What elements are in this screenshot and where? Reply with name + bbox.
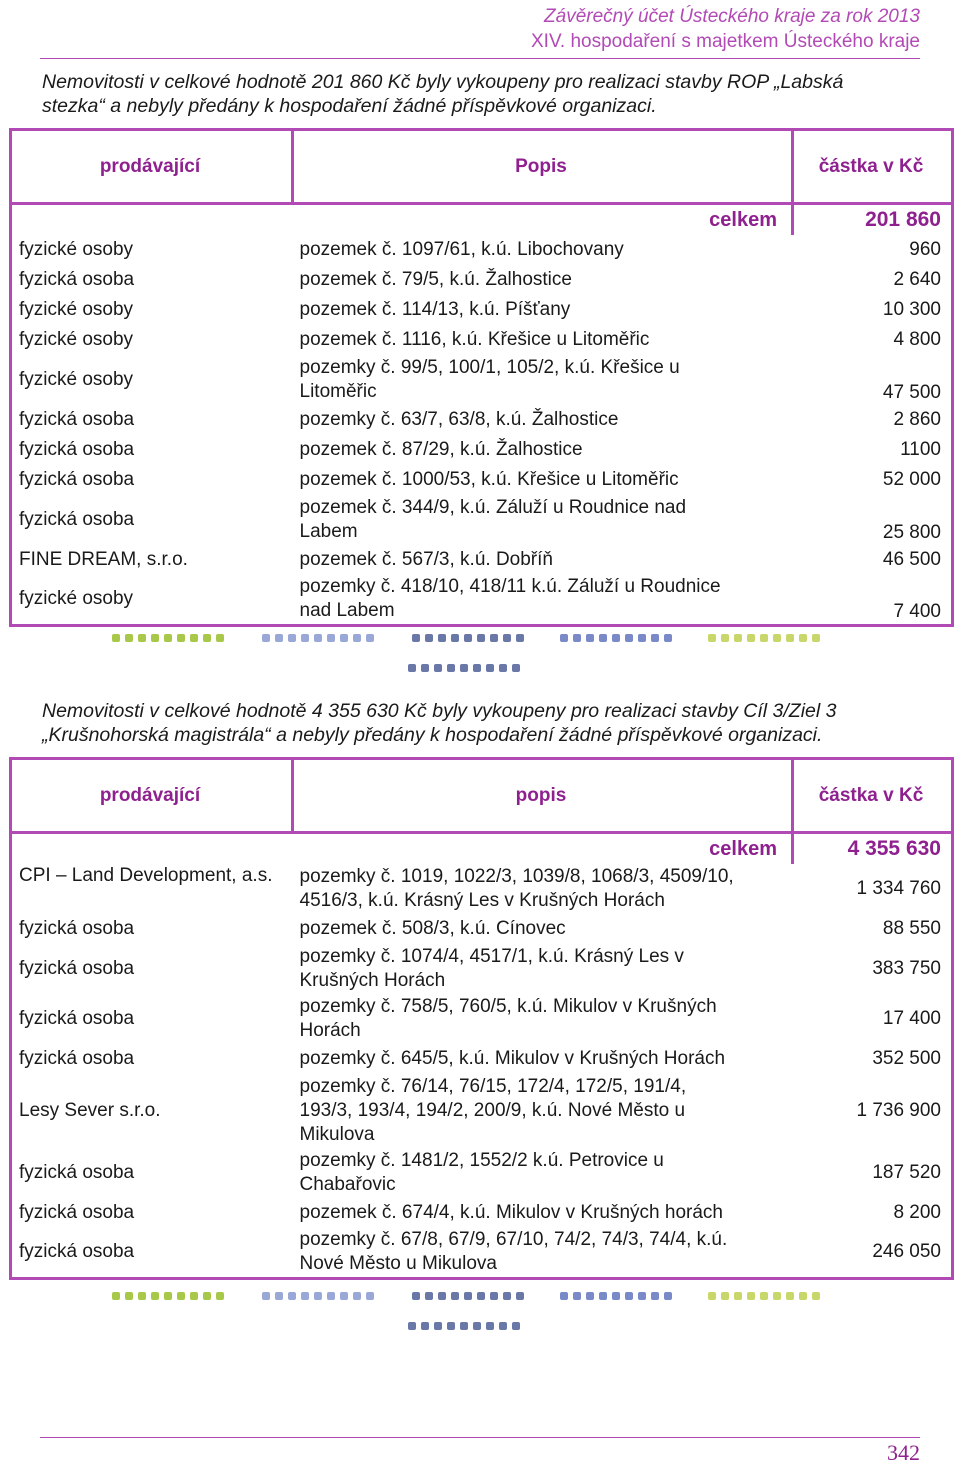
- divider-dot: [560, 634, 568, 642]
- table-row: [11, 495, 953, 545]
- description-line: pozemek č. 344/9, k.ú. Záluží u Roudnice nad: [299, 497, 687, 518]
- divider-dot: [447, 664, 455, 672]
- table-row: [11, 545, 953, 575]
- description-cell: [293, 1148, 793, 1198]
- divider-dot: [734, 1292, 742, 1300]
- amount-cell: 246 050: [872, 1241, 941, 1263]
- total-label: celkem: [709, 838, 777, 860]
- table-body: [11, 235, 953, 625]
- description-cell: [293, 864, 793, 914]
- table-row: [11, 1198, 953, 1228]
- description-line: pozemek č. 1097/61, k.ú. Libochovany: [299, 239, 624, 260]
- description-line: pozemky č. 645/5, k.ú. Mikulov v Krušných Horách: [299, 1048, 726, 1069]
- description-line: Nové Město u Mikulova: [299, 1253, 497, 1275]
- table-row: [11, 1148, 953, 1198]
- divider-dot: [366, 1292, 374, 1300]
- divider-dot: [125, 634, 133, 642]
- description-line: pozemek č. 114/13, k.ú. Píšťany: [299, 299, 571, 320]
- divider-dot: [499, 1322, 507, 1330]
- table-row: [11, 325, 953, 355]
- divider-dot: [327, 1292, 335, 1300]
- divider-dot: [786, 1292, 794, 1300]
- divider-dot: [625, 634, 633, 642]
- description-cell: [293, 944, 793, 994]
- divider-dot: [262, 1292, 270, 1300]
- description-cell: [293, 295, 793, 325]
- seller-cell: fyzická osoba: [19, 1162, 135, 1183]
- table-row: [11, 944, 953, 994]
- description-line: Chabařovic: [299, 1174, 396, 1195]
- divider-dot: [490, 1292, 498, 1300]
- header-amount: částka v Kč: [793, 759, 953, 833]
- divider-dot: [425, 1292, 433, 1300]
- seller-cell: fyzické osoby: [19, 299, 134, 320]
- description-cell: [293, 325, 793, 355]
- total-row: [11, 833, 953, 865]
- seller-cell: fyzické osoby: [19, 588, 134, 610]
- divider-dot: [721, 1292, 729, 1300]
- seller-cell: fyzická osoba: [19, 1008, 135, 1029]
- divider-dot: [638, 1292, 646, 1300]
- description-cell: [293, 1044, 793, 1074]
- divider-dot: [301, 1292, 309, 1300]
- amount-cell: 352 500: [872, 1048, 941, 1069]
- divider-dot: [516, 1292, 524, 1300]
- divider-dot: [216, 1292, 224, 1300]
- header-description: popis: [293, 759, 793, 833]
- divider-dot: [773, 1292, 781, 1300]
- table-row: [11, 295, 953, 325]
- description-cell: [293, 1198, 793, 1228]
- seller-cell: fyzická osoba: [19, 958, 135, 979]
- divider-dot: [490, 634, 498, 642]
- divider-dot: [651, 634, 659, 642]
- header-description: Popis: [293, 130, 793, 204]
- purchase-table-rop: [9, 128, 954, 627]
- amount-cell: 88 550: [882, 918, 941, 939]
- amount-cell: 2 860: [893, 409, 941, 430]
- seller-cell: fyzická osoba: [19, 1202, 135, 1223]
- divider-dot: [112, 1292, 120, 1300]
- purchase-table-ziel3: [9, 757, 954, 1280]
- table-row: [11, 465, 953, 495]
- description-cell: [293, 495, 793, 545]
- description-cell: [293, 435, 793, 465]
- divider-dot: [164, 634, 172, 642]
- header-amount: částka v Kč: [793, 130, 953, 204]
- divider-dot: [477, 634, 485, 642]
- divider-dot: [773, 634, 781, 642]
- divider-dot: [516, 634, 524, 642]
- description-cell: [293, 575, 793, 625]
- divider-dot: [586, 634, 594, 642]
- divider-dot: [486, 1322, 494, 1330]
- divider-dot: [451, 1292, 459, 1300]
- divider-dot: [586, 1292, 594, 1300]
- amount-cell: 47 500: [882, 382, 941, 403]
- section1-paragraph: Nemovitosti v celkové hodnotě 201 860 Kč byly vykoupeny pro realizaci stavby ROP „Labská stezka“ a nebyly předány k hospodaření žádné příspěvkové organizaci.: [42, 71, 844, 117]
- divider-dot: [760, 1292, 768, 1300]
- table-row: [11, 1228, 953, 1278]
- divider-dot: [786, 634, 794, 642]
- description-line: pozemek č. 1116, k.ú. Křešice u Litoměřic: [299, 329, 650, 350]
- amount-cell: 960: [909, 239, 941, 260]
- divider-dot: [503, 634, 511, 642]
- section2-paragraph: Nemovitosti v celkové hodnotě 4 355 630 Kč byly vykoupeny pro realizaci stavby Cíl 3/Ziel 3 „Krušnohorská magistrála“ a nebyly předány k hospodaření žádné příspěvkové organizaci.: [42, 700, 837, 746]
- seller-cell: fyzická osoba: [19, 918, 135, 939]
- description-line: pozemky č. 76/14, 76/15, 172/4, 172/5, 191/4,: [299, 1076, 687, 1097]
- divider-dot: [486, 664, 494, 672]
- seller-cell: fyzická osoba: [19, 439, 135, 460]
- description-cell: [293, 994, 793, 1044]
- divider-dot: [560, 1292, 568, 1300]
- divider-dot: [314, 634, 322, 642]
- table-header-row: [11, 759, 953, 833]
- total-row: [11, 204, 953, 236]
- header-chapter: XIV. hospodaření s majetkem Ústeckého kraje: [531, 31, 920, 52]
- header-seller: prodávající: [11, 130, 293, 204]
- divider-dot: [708, 1292, 716, 1300]
- divider-dot: [747, 1292, 755, 1300]
- description-cell: [293, 265, 793, 295]
- divider-dot: [203, 1292, 211, 1300]
- description-line: Labem: [299, 521, 358, 542]
- description-line: pozemky č. 1074/4, 4517/1, k.ú. Krásný Les v: [299, 946, 684, 967]
- amount-cell: 1100: [900, 439, 941, 460]
- description-cell: [293, 545, 793, 575]
- table-body: [11, 864, 953, 1278]
- seller-cell: fyzická osoba: [19, 1241, 135, 1263]
- description-cell: [293, 235, 793, 265]
- seller-cell: fyzické osoby: [19, 239, 134, 260]
- divider-dot: [451, 634, 459, 642]
- divider-dot: [512, 664, 520, 672]
- amount-cell: 8 200: [893, 1202, 941, 1223]
- table-header-row: [11, 130, 953, 204]
- table-row: [11, 355, 953, 405]
- divider-dot: [177, 634, 185, 642]
- table-row: [11, 994, 953, 1044]
- description-line: pozemek č. 1000/53, k.ú. Křešice u Litoměřic: [299, 469, 679, 490]
- page-number: 342: [887, 1440, 920, 1465]
- divider-dot: [434, 664, 442, 672]
- table-row: [11, 1044, 953, 1074]
- divider-dot: [473, 1322, 481, 1330]
- divider-dot: [460, 664, 468, 672]
- divider-dot: [599, 1292, 607, 1300]
- divider-dot: [125, 1292, 133, 1300]
- header-title: Závěrečný účet Ústeckého kraje za rok 2013: [544, 6, 920, 27]
- table-row: [11, 405, 953, 435]
- amount-cell: 4 800: [893, 329, 941, 350]
- seller-cell: fyzická osoba: [19, 269, 135, 290]
- amount-cell: 46 500: [882, 549, 941, 570]
- divider-dot: [799, 1292, 807, 1300]
- divider-dot: [216, 634, 224, 642]
- description-cell: [293, 1074, 793, 1148]
- description-line: 4516/3, k.ú. Krásný Les v Krušných Horách: [299, 890, 665, 911]
- divider-dot: [164, 1292, 172, 1300]
- seller-cell: fyzické osoby: [19, 329, 134, 350]
- amount-cell: 25 800: [882, 522, 941, 543]
- divider-dot: [412, 634, 420, 642]
- divider-dot: [353, 1292, 361, 1300]
- divider-dot: [573, 634, 581, 642]
- seller-cell: fyzické osoby: [19, 369, 134, 390]
- amount-cell: 10 300: [882, 299, 941, 320]
- description-line: pozemky č. 67/8, 67/9, 67/10, 74/2, 74/3, 74/4, k.ú.: [299, 1229, 728, 1251]
- divider-dot: [734, 634, 742, 642]
- divider-dot: [503, 1292, 511, 1300]
- divider-dot: [314, 1292, 322, 1300]
- description-line: pozemky č. 1481/2, 1552/2 k.ú. Petrovice u: [299, 1150, 664, 1171]
- divider-dot: [434, 1322, 442, 1330]
- divider-dot: [599, 634, 607, 642]
- divider-dot: [190, 1292, 198, 1300]
- description-line: pozemek č. 79/5, k.ú. Žalhostice: [299, 269, 572, 290]
- divider-dot: [425, 634, 433, 642]
- amount-cell: 2 640: [893, 269, 941, 290]
- divider-dot: [447, 1322, 455, 1330]
- divider-dot: [353, 634, 361, 642]
- seller-cell: FINE DREAM, s.r.o.: [19, 549, 188, 570]
- divider-dot: [664, 634, 672, 642]
- divider-dot: [138, 1292, 146, 1300]
- divider-dot: [421, 1322, 429, 1330]
- table-row: [11, 235, 953, 265]
- total-value: 201 860: [793, 204, 953, 236]
- divider-dot: [573, 1292, 581, 1300]
- description-line: pozemek č. 87/29, k.ú. Žalhostice: [299, 439, 583, 460]
- divider-dot: [421, 664, 429, 672]
- description-cell: [293, 405, 793, 435]
- divider-dot: [340, 1292, 348, 1300]
- table-row: [11, 435, 953, 465]
- description-line: Litoměřic: [299, 381, 377, 402]
- document-header: [531, 4, 920, 54]
- description-cell: [293, 914, 793, 944]
- divider-dot: [112, 634, 120, 642]
- seller-cell: CPI – Land Development, a.s.: [19, 865, 273, 886]
- divider-dot: [473, 664, 481, 672]
- divider-dot: [747, 634, 755, 642]
- divider-dot: [812, 634, 820, 642]
- amount-cell: 52 000: [882, 469, 941, 490]
- divider-dot: [138, 634, 146, 642]
- description-cell: [293, 465, 793, 495]
- divider-dot: [708, 634, 716, 642]
- divider-dot: [464, 1292, 472, 1300]
- divider-dot: [408, 1322, 416, 1330]
- amount-cell: 1 736 900: [856, 1100, 941, 1121]
- description-line: pozemky č. 1019, 1022/3, 1039/8, 1068/3, 4509/10,: [299, 866, 734, 887]
- divider-dot: [812, 1292, 820, 1300]
- header-rule: [40, 58, 920, 59]
- divider-dot: [612, 1292, 620, 1300]
- divider-dot: [464, 634, 472, 642]
- table-row: [11, 864, 953, 914]
- divider-dot: [340, 634, 348, 642]
- divider-dot: [477, 1292, 485, 1300]
- table-row: [11, 575, 953, 625]
- amount-cell: 17 400: [882, 1008, 941, 1029]
- header-seller: prodávající: [11, 759, 293, 833]
- description-line: Horách: [299, 1020, 361, 1041]
- divider-dot: [664, 1292, 672, 1300]
- seller-cell: fyzická osoba: [19, 509, 135, 530]
- divider-dot: [203, 634, 211, 642]
- divider-dot: [301, 634, 309, 642]
- divider-dot: [438, 634, 446, 642]
- seller-cell: fyzická osoba: [19, 469, 135, 490]
- description-cell: [293, 1228, 793, 1278]
- divider-dot: [625, 1292, 633, 1300]
- divider-dot: [151, 634, 159, 642]
- divider-dot: [151, 1292, 159, 1300]
- divider-dot: [262, 634, 270, 642]
- amount-cell: 187 520: [872, 1162, 941, 1183]
- divider-dot: [327, 634, 335, 642]
- divider-dot: [460, 1322, 468, 1330]
- table-row: [11, 1074, 953, 1148]
- divider-dot: [190, 634, 198, 642]
- divider-dot: [275, 634, 283, 642]
- divider-dot: [512, 1322, 520, 1330]
- amount-cell: 7 400: [893, 600, 941, 622]
- total-label: celkem: [709, 209, 777, 231]
- divider-dot: [612, 634, 620, 642]
- divider-dot: [288, 634, 296, 642]
- description-line: pozemky č. 99/5, 100/1, 105/2, k.ú. Křešice u: [299, 357, 680, 378]
- footer-rule: [40, 1437, 920, 1438]
- divider-dot: [721, 634, 729, 642]
- description-line: nad Labem: [299, 600, 395, 622]
- seller-cell: fyzická osoba: [19, 409, 135, 430]
- divider-dot: [408, 664, 416, 672]
- divider-dot: [177, 1292, 185, 1300]
- seller-cell: fyzická osoba: [19, 1048, 135, 1069]
- divider-dot: [412, 1292, 420, 1300]
- divider-dot: [288, 1292, 296, 1300]
- seller-cell: Lesy Sever s.r.o.: [19, 1100, 161, 1121]
- table-row: [11, 265, 953, 295]
- divider-dot: [760, 634, 768, 642]
- description-line: Mikulova: [299, 1124, 375, 1145]
- table-row: [11, 914, 953, 944]
- divider-dot: [638, 634, 646, 642]
- divider-dot: [275, 1292, 283, 1300]
- description-line: pozemek č. 567/3, k.ú. Dobříň: [299, 549, 553, 570]
- divider-dot: [366, 634, 374, 642]
- amount-cell: 383 750: [872, 958, 941, 979]
- description-line: pozemky č. 418/10, 418/11 k.ú. Záluží u Roudnice: [299, 576, 721, 598]
- description-line: pozemky č. 758/5, 760/5, k.ú. Mikulov v Krušných: [299, 996, 717, 1017]
- divider-dot: [499, 664, 507, 672]
- description-line: 193/3, 193/4, 194/2, 200/9, k.ú. Nové Město u: [299, 1100, 686, 1121]
- total-value: 4 355 630: [793, 833, 953, 865]
- description-line: pozemek č. 508/3, k.ú. Cínovec: [299, 918, 566, 939]
- description-line: pozemek č. 674/4, k.ú. Mikulov v Krušných horách: [299, 1202, 723, 1223]
- description-line: pozemky č. 63/7, 63/8, k.ú. Žalhostice: [299, 409, 619, 430]
- amount-cell: 1 334 760: [856, 878, 941, 899]
- divider-dot: [651, 1292, 659, 1300]
- divider-dot: [438, 1292, 446, 1300]
- description-line: Krušných Horách: [299, 970, 446, 991]
- divider-dot: [799, 634, 807, 642]
- description-cell: [293, 355, 793, 405]
